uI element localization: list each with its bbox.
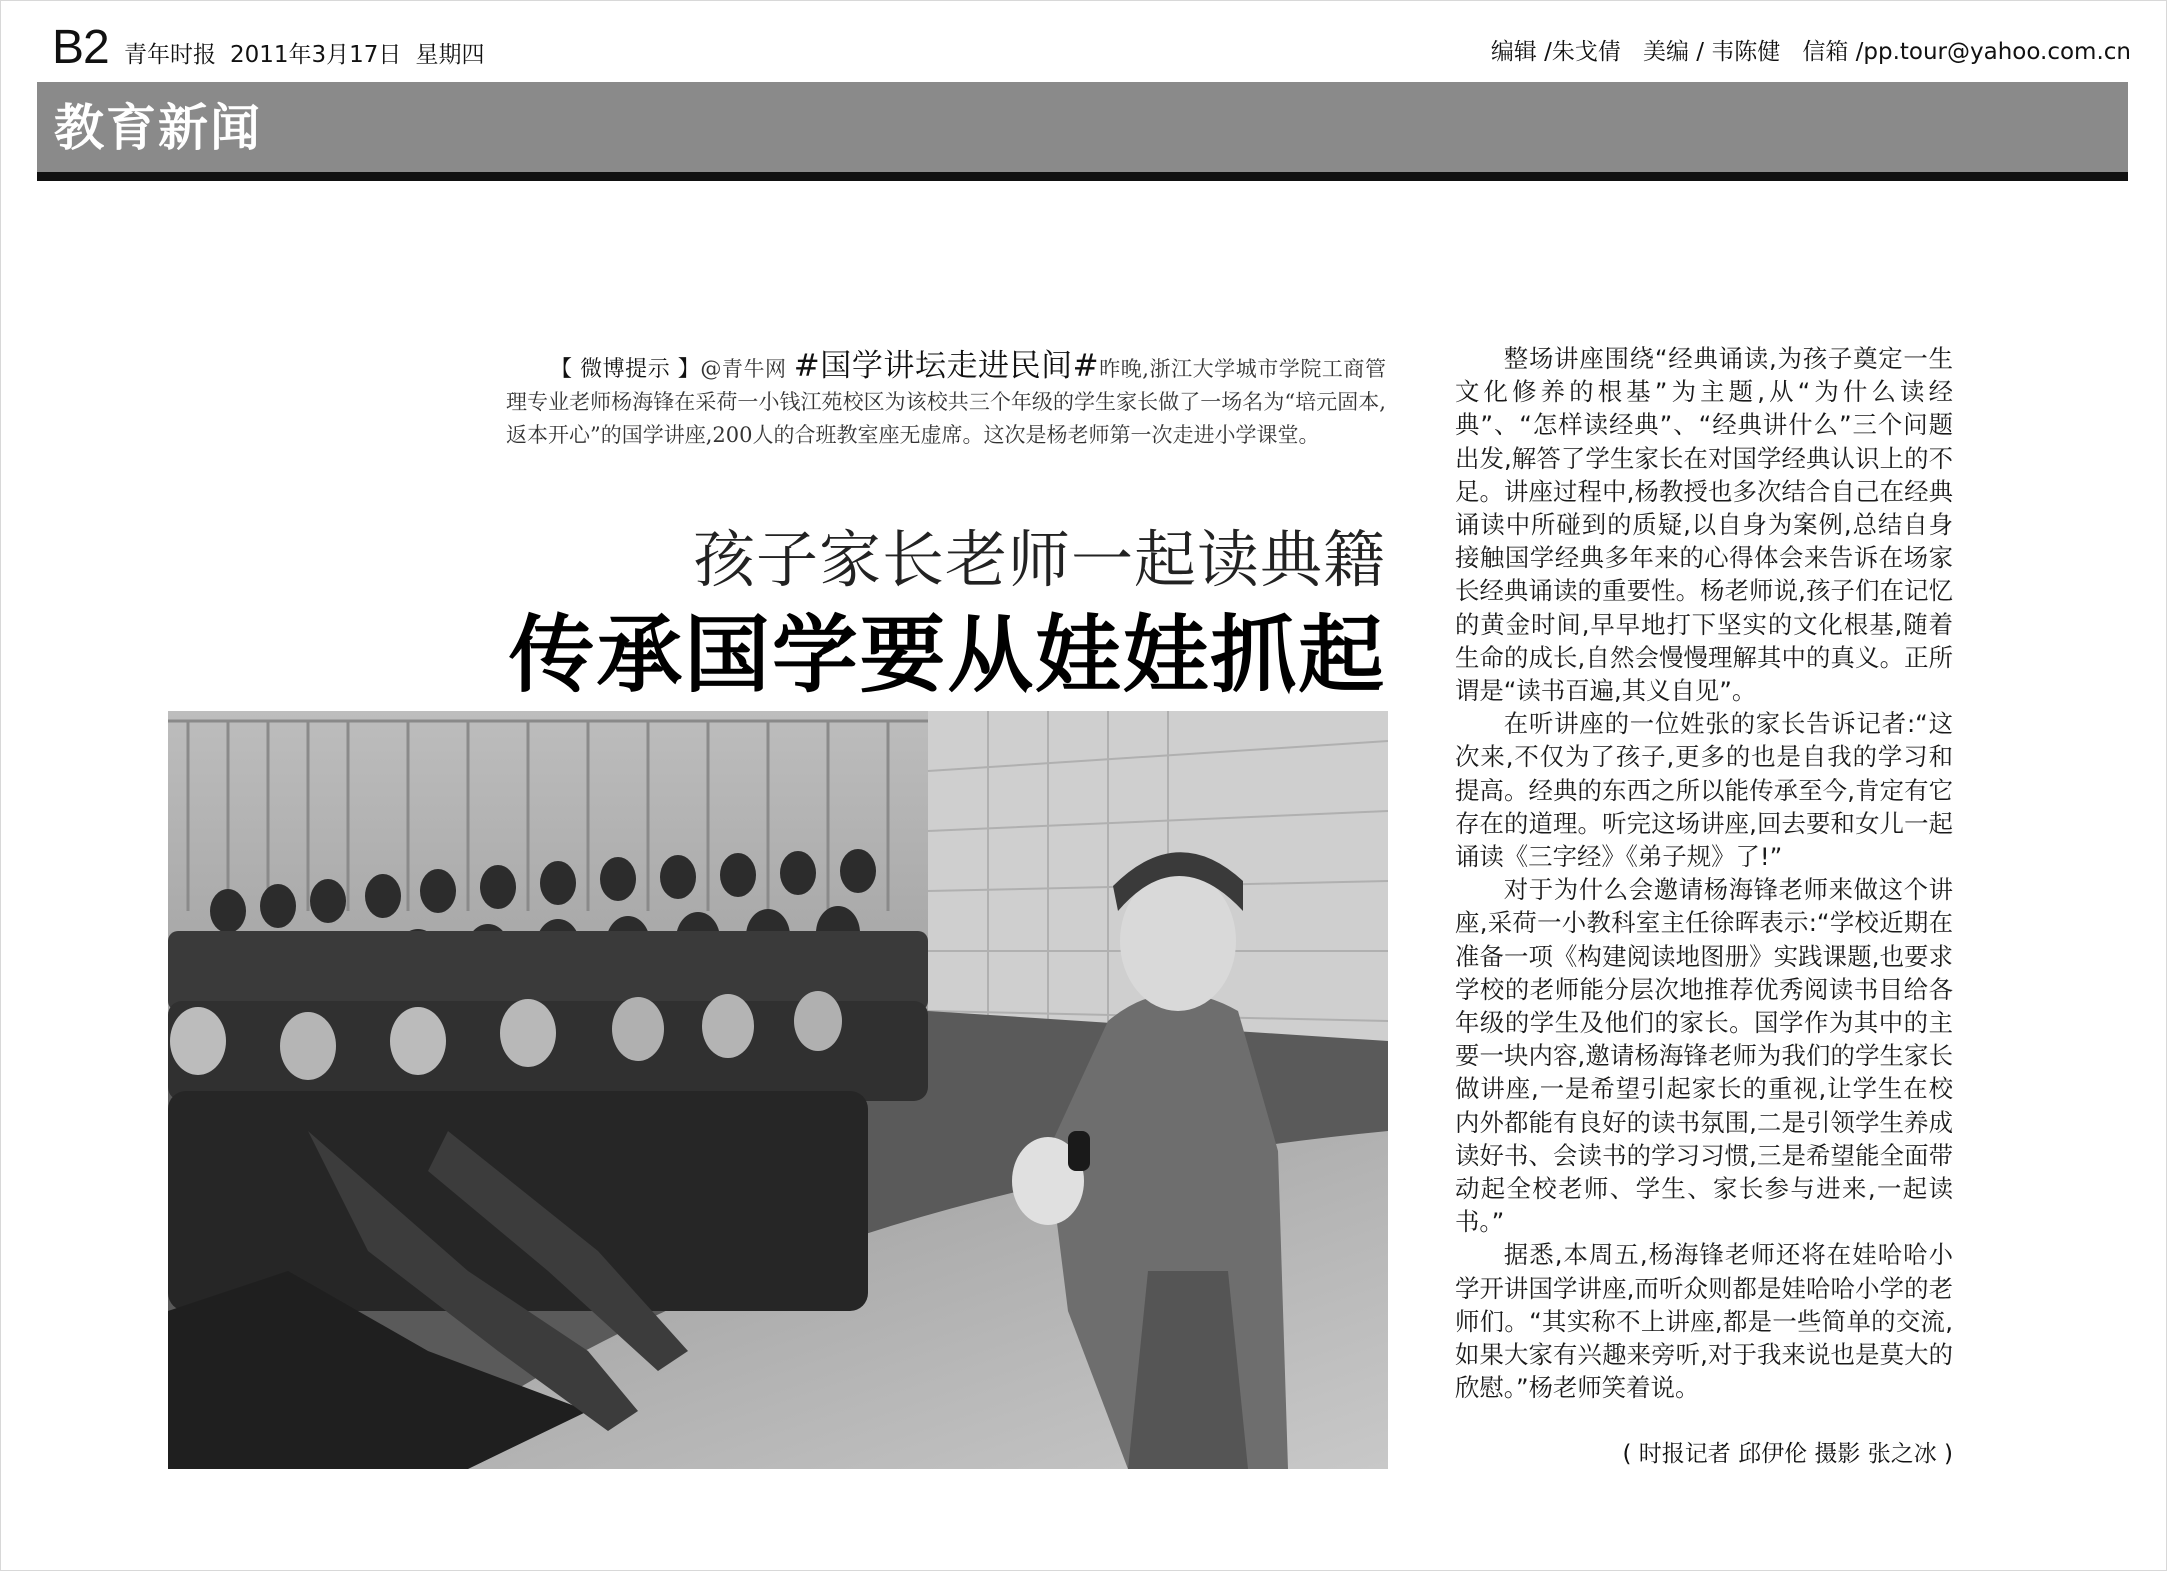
article-body	[1455, 342, 1953, 1405]
article-paragraph: 对于为什么会邀请杨海锋老师来做这个讲座,采荷一小教科室主任徐晖表示:“学校近期在准备一项《构建阅读地图册》实践课题,也要求学校的老师能分层次地推荐优秀阅读书目给各年级的学生及他们的家长。国学作为其中的主要一块内容,邀请杨海锋老师为我们的学生家长做讲座,一是希望引起家长的重视,让学生在校内外都能有良好的读书氛围,二是引领学生养成读好书、会读书的学习习惯,三是希望能全面带动起全校老师、学生、家长参与进来,一起读书。”	[1455, 875, 1953, 1237]
lead-text: 昨晚,浙江大学城市学院工商管理专业老师杨海锋在采荷一小钱江苑校区为该校共三个年级的学生家长做了一场名为“培元固本,返本开心”的国学讲座,200人的合班教室座无虚席。这次是杨老师第一次走进小学课堂。	[506, 357, 1386, 447]
section-title: 教育新闻	[54, 99, 262, 157]
article-paragraph: 在听讲座的一位姓张的家长告诉记者:“这次来,不仅为了孩子,更多的也是自我的学习和提高。经典的东西之所以能传承至今,肯定有它存在的道理。听完这场讲座,回去要和女儿一起诵读《三字经》《弟子规》了!”	[1455, 709, 1953, 872]
article-paragraph: 据悉,本周五,杨海锋老师还将在娃哈哈小学开讲国学讲座,而听众则都是娃哈哈小学的老师们。“其实称不上讲座,都是一些简单的交流,如果大家有兴趣来旁听,对于我来说也是莫大的欣慰。”杨老师笑着说。	[1455, 1240, 1953, 1403]
headline-upper: 孩子家长老师一起读典籍	[692, 523, 1386, 596]
article-paragraph: 整场讲座围绕“经典诵读,为孩子奠定一生文化修养的根基”为主题,从“为什么读经典”、“怎样读经典”、“经典讲什么”三个问题出发,解答了学生家长在对国学经典认识上的不足。讲座过程中,杨教授也多次结合自己在经典诵读中所碰到的质疑,以自身为案例,总结自身接触国学经典多年来的心得体会来告诉在场家长经典诵读的重要性。杨老师说,孩子们在记忆的黄金时间,早早地打下坚实的文化根基,随着生命的成长,自然会慢慢理解其中的真义。正所谓是“读书百遍,其义自见”。	[1455, 344, 1953, 706]
paper-name: 青年时报	[124, 42, 216, 68]
weibo-lead	[506, 350, 1386, 452]
mailbox: 信箱 /pp.tour@yahoo.com.cn	[1802, 39, 2131, 65]
issue-weekday: 星期四	[415, 42, 485, 68]
page-number: B2	[52, 21, 109, 74]
lead-topic: #国学讲坛走进民间#	[793, 348, 1099, 384]
byline: ( 时报记者 邱伊伦 摄影 张之冰 )	[1622, 1441, 1953, 1467]
lead-tag: 【 微博提示 】	[550, 357, 701, 382]
section-banner	[37, 82, 2128, 181]
lead-source: @青牛网	[700, 357, 787, 381]
lecture-photo	[168, 711, 1388, 1469]
designer-name: 美编 / 韦陈健	[1642, 39, 1781, 65]
editor-name: 编辑 /朱戈倩	[1490, 39, 1621, 65]
issue-date: 2011年3月17日	[230, 42, 402, 68]
lecture-photo-illustration	[168, 711, 1388, 1469]
masthead-info	[124, 40, 498, 70]
editor-credits	[1483, 36, 2131, 68]
headline-main: 传承国学要从娃娃抓起	[508, 606, 1386, 704]
